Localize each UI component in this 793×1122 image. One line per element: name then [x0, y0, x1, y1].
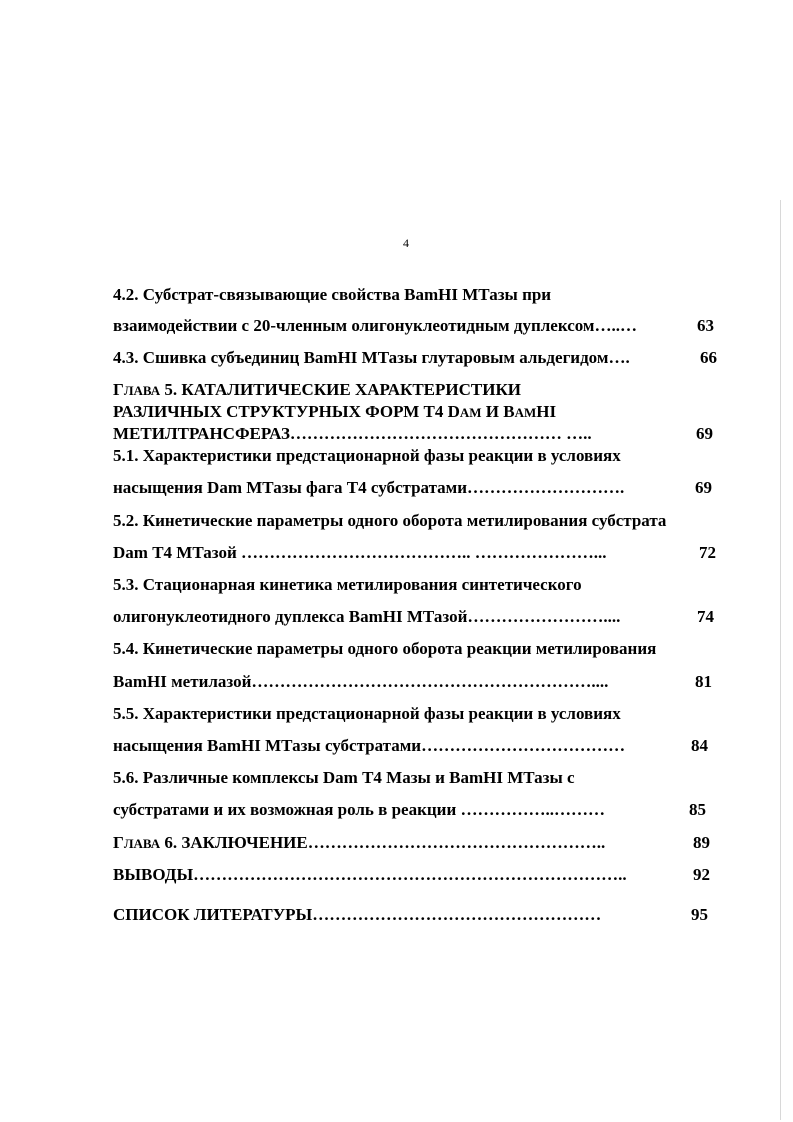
conclusions-page: 92 [693, 865, 710, 884]
chapter-5-title-line3: МЕТИЛТРАНСФЕРАЗ………………………………………… ….. [113, 424, 592, 443]
conclusions-title: ВЫВОДЫ………………………………………………………………….. [113, 865, 627, 884]
toc-entry-4-3-page: 66 [700, 348, 717, 367]
toc-entry-4-3-line1: 4.3. Сшивка субъединиц BamHI МТазы глутаровым альдегидом…. [113, 348, 630, 367]
toc-entry-5-6-line2: субстратами и их возможная роль в реакции ……………..……… [113, 800, 606, 819]
toc-entry-5-2-line2: Dam Т4 МТазой ………………………………….. …………………... [113, 543, 607, 562]
toc-entry-5-6-page: 85 [689, 800, 706, 819]
toc-entry-5-2-page: 72 [699, 543, 716, 562]
toc-entry-5-3-page: 74 [697, 607, 714, 626]
toc-entry-5-6-line1: 5.6. Различные комплексы Dam Т4 Мазы и BamHI МТазы с [113, 768, 575, 787]
toc-entry-5-4-page: 81 [695, 672, 712, 691]
references-title: СПИСОК ЛИТЕРАТУРЫ…………………………………………… [113, 905, 602, 924]
chapter-5-title-line2: РАЗЛИЧНЫХ СТРУКТУРНЫХ ФОРМ Т4 DAM И BAMHI [113, 402, 557, 421]
chapter-6-page: 89 [693, 833, 710, 852]
toc-entry-4-2-line1: 4.2. Субстрат-связывающие свойства BamHI МТазы при [113, 285, 552, 304]
toc-entry-4-2-page: 63 [697, 316, 714, 335]
toc-entry-5-1-page: 69 [695, 478, 712, 497]
toc-entry-5-1-line2: насыщения Dam МТазы фага Т4 субстратами………………………. [113, 478, 625, 497]
chapter-5-title-line1: ГЛАВА 5. КАТАЛИТИЧЕСКИЕ ХАРАКТЕРИСТИКИ [113, 380, 522, 399]
chapter-6-title: ГЛАВА 6. ЗАКЛЮЧЕНИЕ…………………………………………….. [113, 833, 606, 852]
toc-entry-5-4-line1: 5.4. Кинетические параметры одного оборота реакции метилирования [113, 639, 657, 658]
toc-entry-5-4-line2: BamHI метилазой…………………………………………………….... [113, 672, 609, 691]
references-page: 95 [691, 905, 708, 924]
toc-entry-5-3-line2: олигонуклеотидного дуплекса BamHI МТазой…………………….... [113, 607, 621, 626]
toc-entry-5-1-line1: 5.1. Характеристики предстационарной фазы реакции в условиях [113, 446, 621, 465]
scan-edge-divider [780, 200, 781, 1120]
toc-entry-5-3-line1: 5.3. Стационарная кинетика метилирования синтетического [113, 575, 582, 594]
chapter-5-page: 69 [696, 424, 713, 443]
toc-entry-5-5-line1: 5.5. Характеристики предстационарной фазы реакции в условиях [113, 704, 621, 723]
toc-entry-5-5-page: 84 [691, 736, 708, 755]
toc-entry-4-2-line2: взаимодействии с 20-членным олигонуклеотидным дуплексом…..… [113, 316, 637, 335]
toc-entry-5-2-line1: 5.2. Кинетические параметры одного оборота метилирования субстрата [113, 511, 667, 530]
toc-entry-5-5-line2: насыщения BamHI МТазы субстратами……………………………… [113, 736, 626, 755]
page-number: 4 [403, 236, 409, 250]
